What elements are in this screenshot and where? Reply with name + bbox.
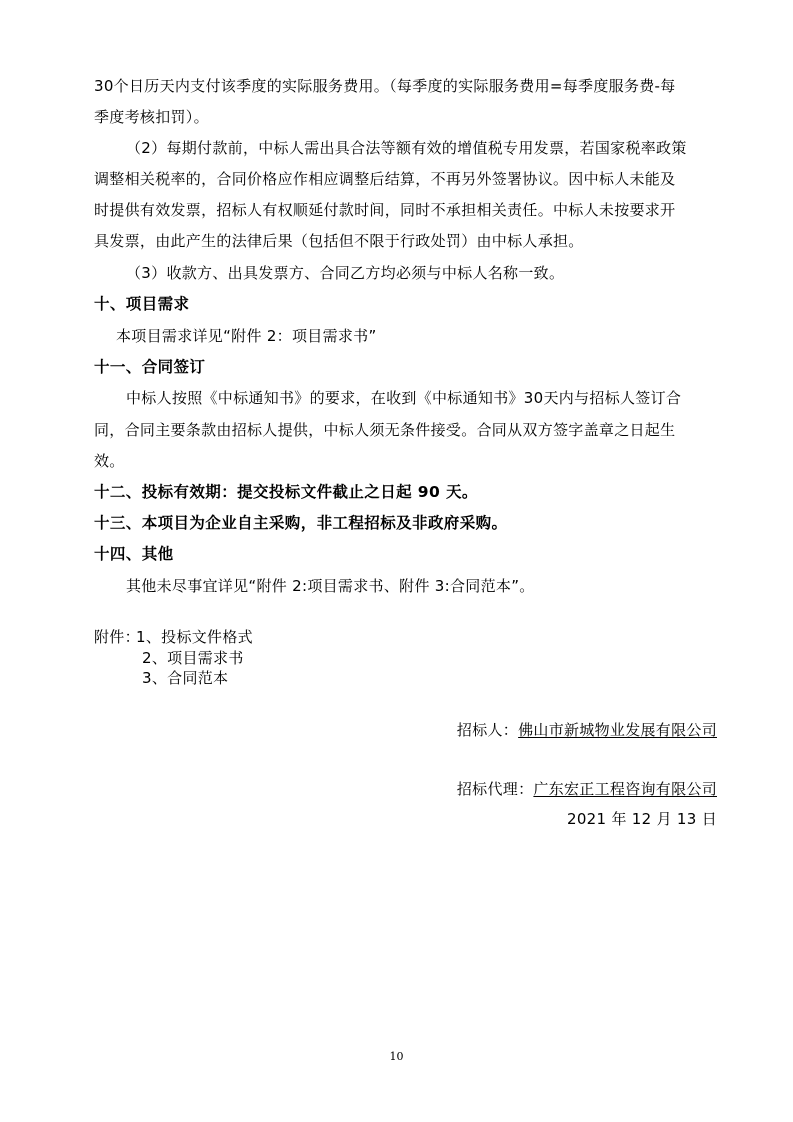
section14-body: 其他未尽事宜详见“附件 2:项目需求书、附件 3:合同范本”。	[126, 577, 535, 595]
section11-heading: 十一、合同签订	[94, 358, 206, 376]
attachment-item: 1、投标文件格式	[136, 628, 253, 646]
tenderer-name: 佛山市新城物业发展有限公司	[518, 721, 717, 739]
payment-item2-line-3: 时提供有效发票，招标人有权顺延付款时间，同时不承担相关责任。中标人未按要求开	[94, 201, 676, 219]
section10-body: 本项目需求详见“附件 2：项目需求书”	[116, 327, 377, 345]
attachment-item: 2、项目需求书	[142, 649, 244, 667]
section10-heading: 十、项目需求	[94, 295, 190, 313]
section11-line-3: 效。	[94, 452, 125, 470]
tenderer-label: 招标人：	[456, 721, 519, 739]
agent-line	[0, 779, 717, 799]
section11-line-2: 同，合同主要条款由招标人提供，中标人须无条件接受。合同从双方签字盖章之日起生	[94, 421, 676, 439]
attachment-item: 3、合同范本	[142, 669, 229, 687]
tenderer-line	[0, 720, 717, 740]
section13-heading: 十三、本项目为企业自主采购，非工程招标及非政府采购。	[94, 514, 508, 532]
signature-date: 2021 年 12 月 13 日	[567, 810, 717, 828]
payment-line-1: 30个日历天内支付该季度的实际服务费用。（每季度的实际服务费用=每季度服务费-每	[94, 77, 676, 95]
page-number: 10	[389, 1050, 404, 1063]
agent-name: 广东宏正工程咨询有限公司	[533, 780, 717, 798]
payment-item2-line-1: （2）每期付款前，中标人需出具合法等额有效的增值税专用发票，若国家税率政策	[126, 139, 687, 157]
payment-item3: （3）收款方、出具发票方、合同乙方均必须与中标人名称一致。	[126, 264, 565, 282]
payment-item2-line-4: 具发票，由此产生的法律后果（包括但不限于行政处罚）由中标人承担。	[94, 232, 584, 250]
section11-line-1: 中标人按照《中标通知书》的要求，在收到《中标通知书》30天内与招标人签订合	[126, 389, 682, 407]
section12-heading: 十二、投标有效期：提交投标文件截止之日起 90 天。	[94, 483, 478, 501]
payment-item2-line-2: 调整相关税率的，合同价格应作相应调整后结算，不再另外签署协议。因中标人未能及	[94, 170, 676, 188]
payment-line-2: 季度考核扣罚）。	[94, 108, 209, 126]
section14-heading: 十四、其他	[94, 545, 174, 563]
agent-label: 招标代理：	[456, 780, 534, 798]
attachments-label: 附件：	[94, 628, 140, 646]
